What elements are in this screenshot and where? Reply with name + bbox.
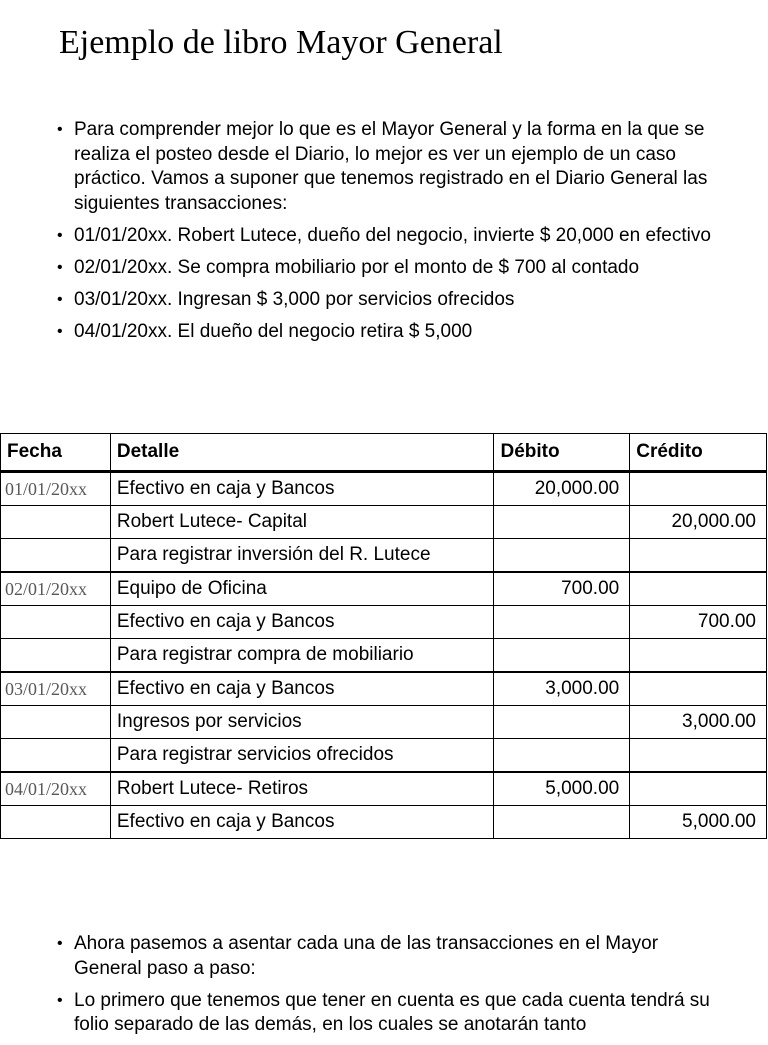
bullet-text: Lo primero que tenemos que tener en cuenta es que cada cuenta tendrá su folio separado de las demás, en los cuales se anotarán tanto [74, 989, 710, 1035]
table-row [1, 706, 767, 739]
table-row [1, 672, 767, 706]
bullet-item [57, 224, 729, 249]
bullet-text: Ahora pasemos a asentar cada una de las transacciones en el Mayor General paso a paso: [74, 933, 659, 979]
table-row [1, 539, 767, 573]
cell-credito [630, 639, 767, 673]
cell-credito [630, 472, 767, 506]
column-header-fecha: Fecha [1, 434, 111, 472]
bullet-dot-icon: • [57, 226, 63, 244]
cell-detalle: Para registrar inversión del R. Lutece [110, 539, 494, 573]
bullet-dot-icon: • [57, 322, 63, 340]
table-row [1, 806, 767, 839]
cell-credito [630, 539, 767, 573]
table-row [1, 572, 767, 606]
bullet-text: 04/01/20xx. El dueño del negocio retira $ 5,000 [74, 320, 473, 342]
cell-debito: 700.00 [494, 572, 630, 606]
bullet-item [57, 932, 729, 981]
table-row [1, 606, 767, 639]
bullet-item [57, 989, 729, 1038]
column-header-credito: Crédito [630, 434, 767, 472]
bullet-item [57, 256, 729, 281]
cell-debito: 20,000.00 [494, 472, 630, 506]
cell-debito [494, 606, 630, 639]
bullet-item [57, 118, 729, 216]
cell-credito: 3,000.00 [630, 706, 767, 739]
bullet-dot-icon: • [57, 290, 63, 308]
bullet-dot-icon: • [57, 935, 63, 952]
cell-fecha [1, 739, 111, 773]
journal-table [0, 433, 767, 839]
bullet-item [57, 288, 729, 313]
cell-fecha: 01/01/20xx [1, 472, 111, 506]
cell-debito [494, 706, 630, 739]
column-header-debito: Débito [494, 434, 630, 472]
cell-fecha [1, 706, 111, 739]
cell-fecha: 02/01/20xx [1, 572, 111, 606]
cell-debito [494, 639, 630, 673]
bullet-text: Para comprender mejor lo que es el Mayor General y la forma en la que se realiza el posteo desde el Diario, lo mejor es ver un ejemplo de un caso práctico. Vamos a suponer que tenemos registrado en el Diario General las siguientes transacciones: [74, 119, 708, 214]
bullet-text: 01/01/20xx. Robert Lutece, dueño del negocio, invierte $ 20,000 en efectivo [74, 224, 711, 246]
cell-fecha [1, 806, 111, 839]
cell-debito: 3,000.00 [494, 672, 630, 706]
cell-detalle: Ingresos por servicios [110, 706, 494, 739]
cell-credito: 5,000.00 [630, 806, 767, 839]
bullet-dot-icon: • [57, 258, 63, 276]
cell-detalle: Efectivo en caja y Bancos [110, 472, 494, 506]
table-row [1, 506, 767, 539]
cell-credito [630, 772, 767, 806]
page-title: Ejemplo de libro Mayor General [59, 24, 503, 61]
cell-fecha [1, 539, 111, 573]
cell-fecha [1, 506, 111, 539]
bullet-text: 03/01/20xx. Ingresan $ 3,000 por servicios ofrecidos [74, 288, 515, 310]
cell-fecha: 04/01/20xx [1, 772, 111, 806]
cell-detalle: Efectivo en caja y Bancos [110, 606, 494, 639]
cell-debito [494, 806, 630, 839]
cell-debito: 5,000.00 [494, 772, 630, 806]
column-header-detalle: Detalle [110, 434, 494, 472]
followup-bullet-list [57, 932, 729, 1045]
bullet-dot-icon: • [57, 991, 63, 1009]
cell-detalle: Para registrar compra de mobiliario [110, 639, 494, 673]
table-row [1, 739, 767, 773]
bullet-dot-icon: • [57, 121, 63, 138]
bullet-text: 02/01/20xx. Se compra mobiliario por el monto de $ 700 al contado [74, 256, 640, 278]
cell-fecha: 03/01/20xx [1, 672, 111, 706]
table-row [1, 772, 767, 806]
cell-debito [494, 539, 630, 573]
table-row [1, 472, 767, 506]
cell-credito [630, 572, 767, 606]
cell-fecha [1, 639, 111, 673]
cell-debito [494, 739, 630, 773]
cell-detalle: Robert Lutece- Capital [110, 506, 494, 539]
cell-fecha [1, 606, 111, 639]
cell-detalle: Efectivo en caja y Bancos [110, 672, 494, 706]
cell-debito [494, 506, 630, 539]
cell-detalle: Robert Lutece- Retiros [110, 772, 494, 806]
cell-credito: 20,000.00 [630, 506, 767, 539]
bullet-item [57, 320, 729, 345]
cell-detalle: Equipo de Oficina [110, 572, 494, 606]
cell-detalle: Para registrar servicios ofrecidos [110, 739, 494, 773]
table-row [1, 639, 767, 673]
cell-credito [630, 739, 767, 773]
cell-credito: 700.00 [630, 606, 767, 639]
table-header-row [1, 434, 767, 472]
cell-credito [630, 672, 767, 706]
intro-bullet-list [57, 118, 729, 352]
cell-detalle: Efectivo en caja y Bancos [110, 806, 494, 839]
